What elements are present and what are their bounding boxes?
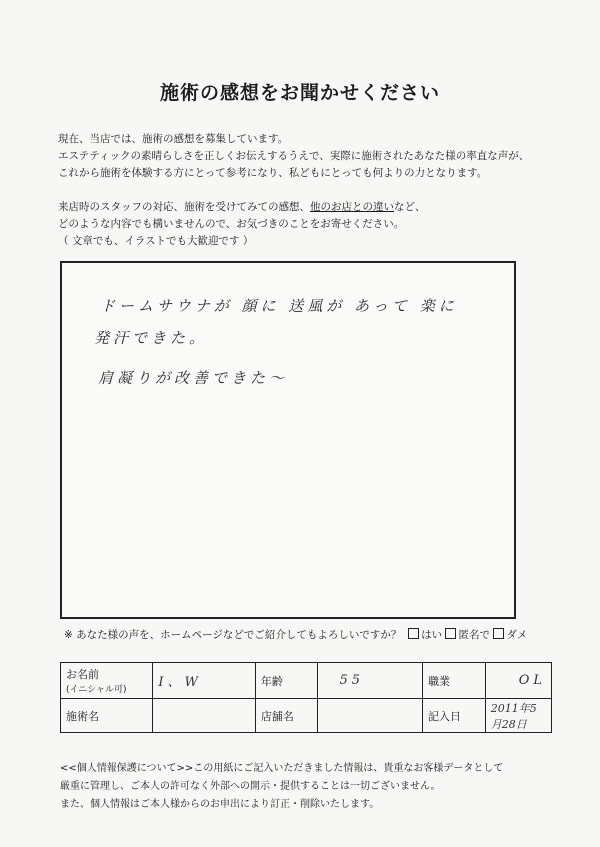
name-label-cell [61, 663, 153, 699]
request-line-1 [58, 199, 426, 216]
request-line-3: （ 文章でも、イラストでも大歓迎です ） [58, 235, 254, 247]
store-label-cell [255, 699, 318, 733]
date-value: 2011年5月28日 [490, 701, 537, 731]
date-label-cell [423, 699, 486, 733]
request-line-2: どのような内容でも構いませんので、お気づきのことをお寄せください。 [58, 218, 405, 230]
privacy-line-1: <<個人情報保護について>>この用紙にご記入いただきました情報は、貴重なお客様データとして [60, 763, 504, 774]
request-text-a: 来店時のスタッフの対応、施術を受けてみての感想、 [58, 201, 310, 213]
page-title: 施術の感想をお聞かせください [159, 82, 440, 104]
date-label: 記入日 [428, 709, 462, 723]
age-value: 55 [339, 673, 365, 688]
intro-line-2: エステティックの素晴らしさを正しくお伝えするうえで、実際に施術されたあなた様の率直な声が、 [58, 150, 530, 162]
comment-box[interactable] [60, 261, 516, 619]
comment-line-1: ドームサウナが 顔に 送風が あって 楽に [100, 297, 458, 315]
job-label: 職業 [428, 674, 451, 688]
privacy-line-3: また、個人情報はご本人様からのお申出により訂正・削除いたします。 [60, 799, 380, 810]
privacy-notice [60, 760, 503, 814]
option-yes-label: はい [421, 629, 443, 641]
treatment-label: 施術名 [66, 709, 99, 723]
request-underlined: 他のお店との違い [310, 201, 394, 213]
privacy-line-2: 厳重に管理し、ご本人の許可なく外部への開示・提供することは一切ございません。 [60, 781, 441, 792]
store-label: 店舗名 [260, 709, 294, 723]
checkbox-anonymous[interactable] [445, 628, 456, 639]
name-field[interactable] [153, 663, 255, 699]
checkbox-no[interactable] [493, 628, 504, 639]
checkbox-yes[interactable] [408, 628, 419, 639]
treatment-label-cell [61, 699, 153, 733]
consent-question [64, 627, 527, 642]
intro-line-3: これから施術を体験する方にとって参考になり、私どもにとっても何よりの力となります。 [58, 167, 488, 179]
job-value: OL [518, 673, 546, 688]
age-field[interactable] [318, 663, 423, 699]
comment-line-3: 肩凝りが改善できた～ [98, 369, 289, 387]
age-label: 年齢 [260, 674, 283, 688]
date-field[interactable] [485, 699, 551, 733]
store-field[interactable] [318, 699, 423, 733]
consent-text: ※ あなた様の声を、ホームページなどでご紹介してもよろしいですか？ [64, 629, 402, 641]
name-value: I、W [158, 675, 202, 690]
job-field[interactable] [485, 663, 551, 699]
treatment-field[interactable] [153, 699, 255, 733]
intro-line-1: 現在、当店では、施術の感想を募集しています。 [58, 133, 289, 145]
age-label-cell [255, 663, 318, 699]
name-sub-label: (イニシャル可) [66, 685, 127, 695]
job-label-cell [423, 663, 486, 699]
request-text-b: など、 [394, 201, 426, 213]
info-table [60, 662, 552, 733]
option-no-label: ダメ [506, 629, 528, 641]
name-label: お名前 [66, 668, 99, 681]
option-anon-label: 匿名で [458, 629, 490, 641]
comment-line-2: 発汗できた。 [94, 329, 209, 347]
